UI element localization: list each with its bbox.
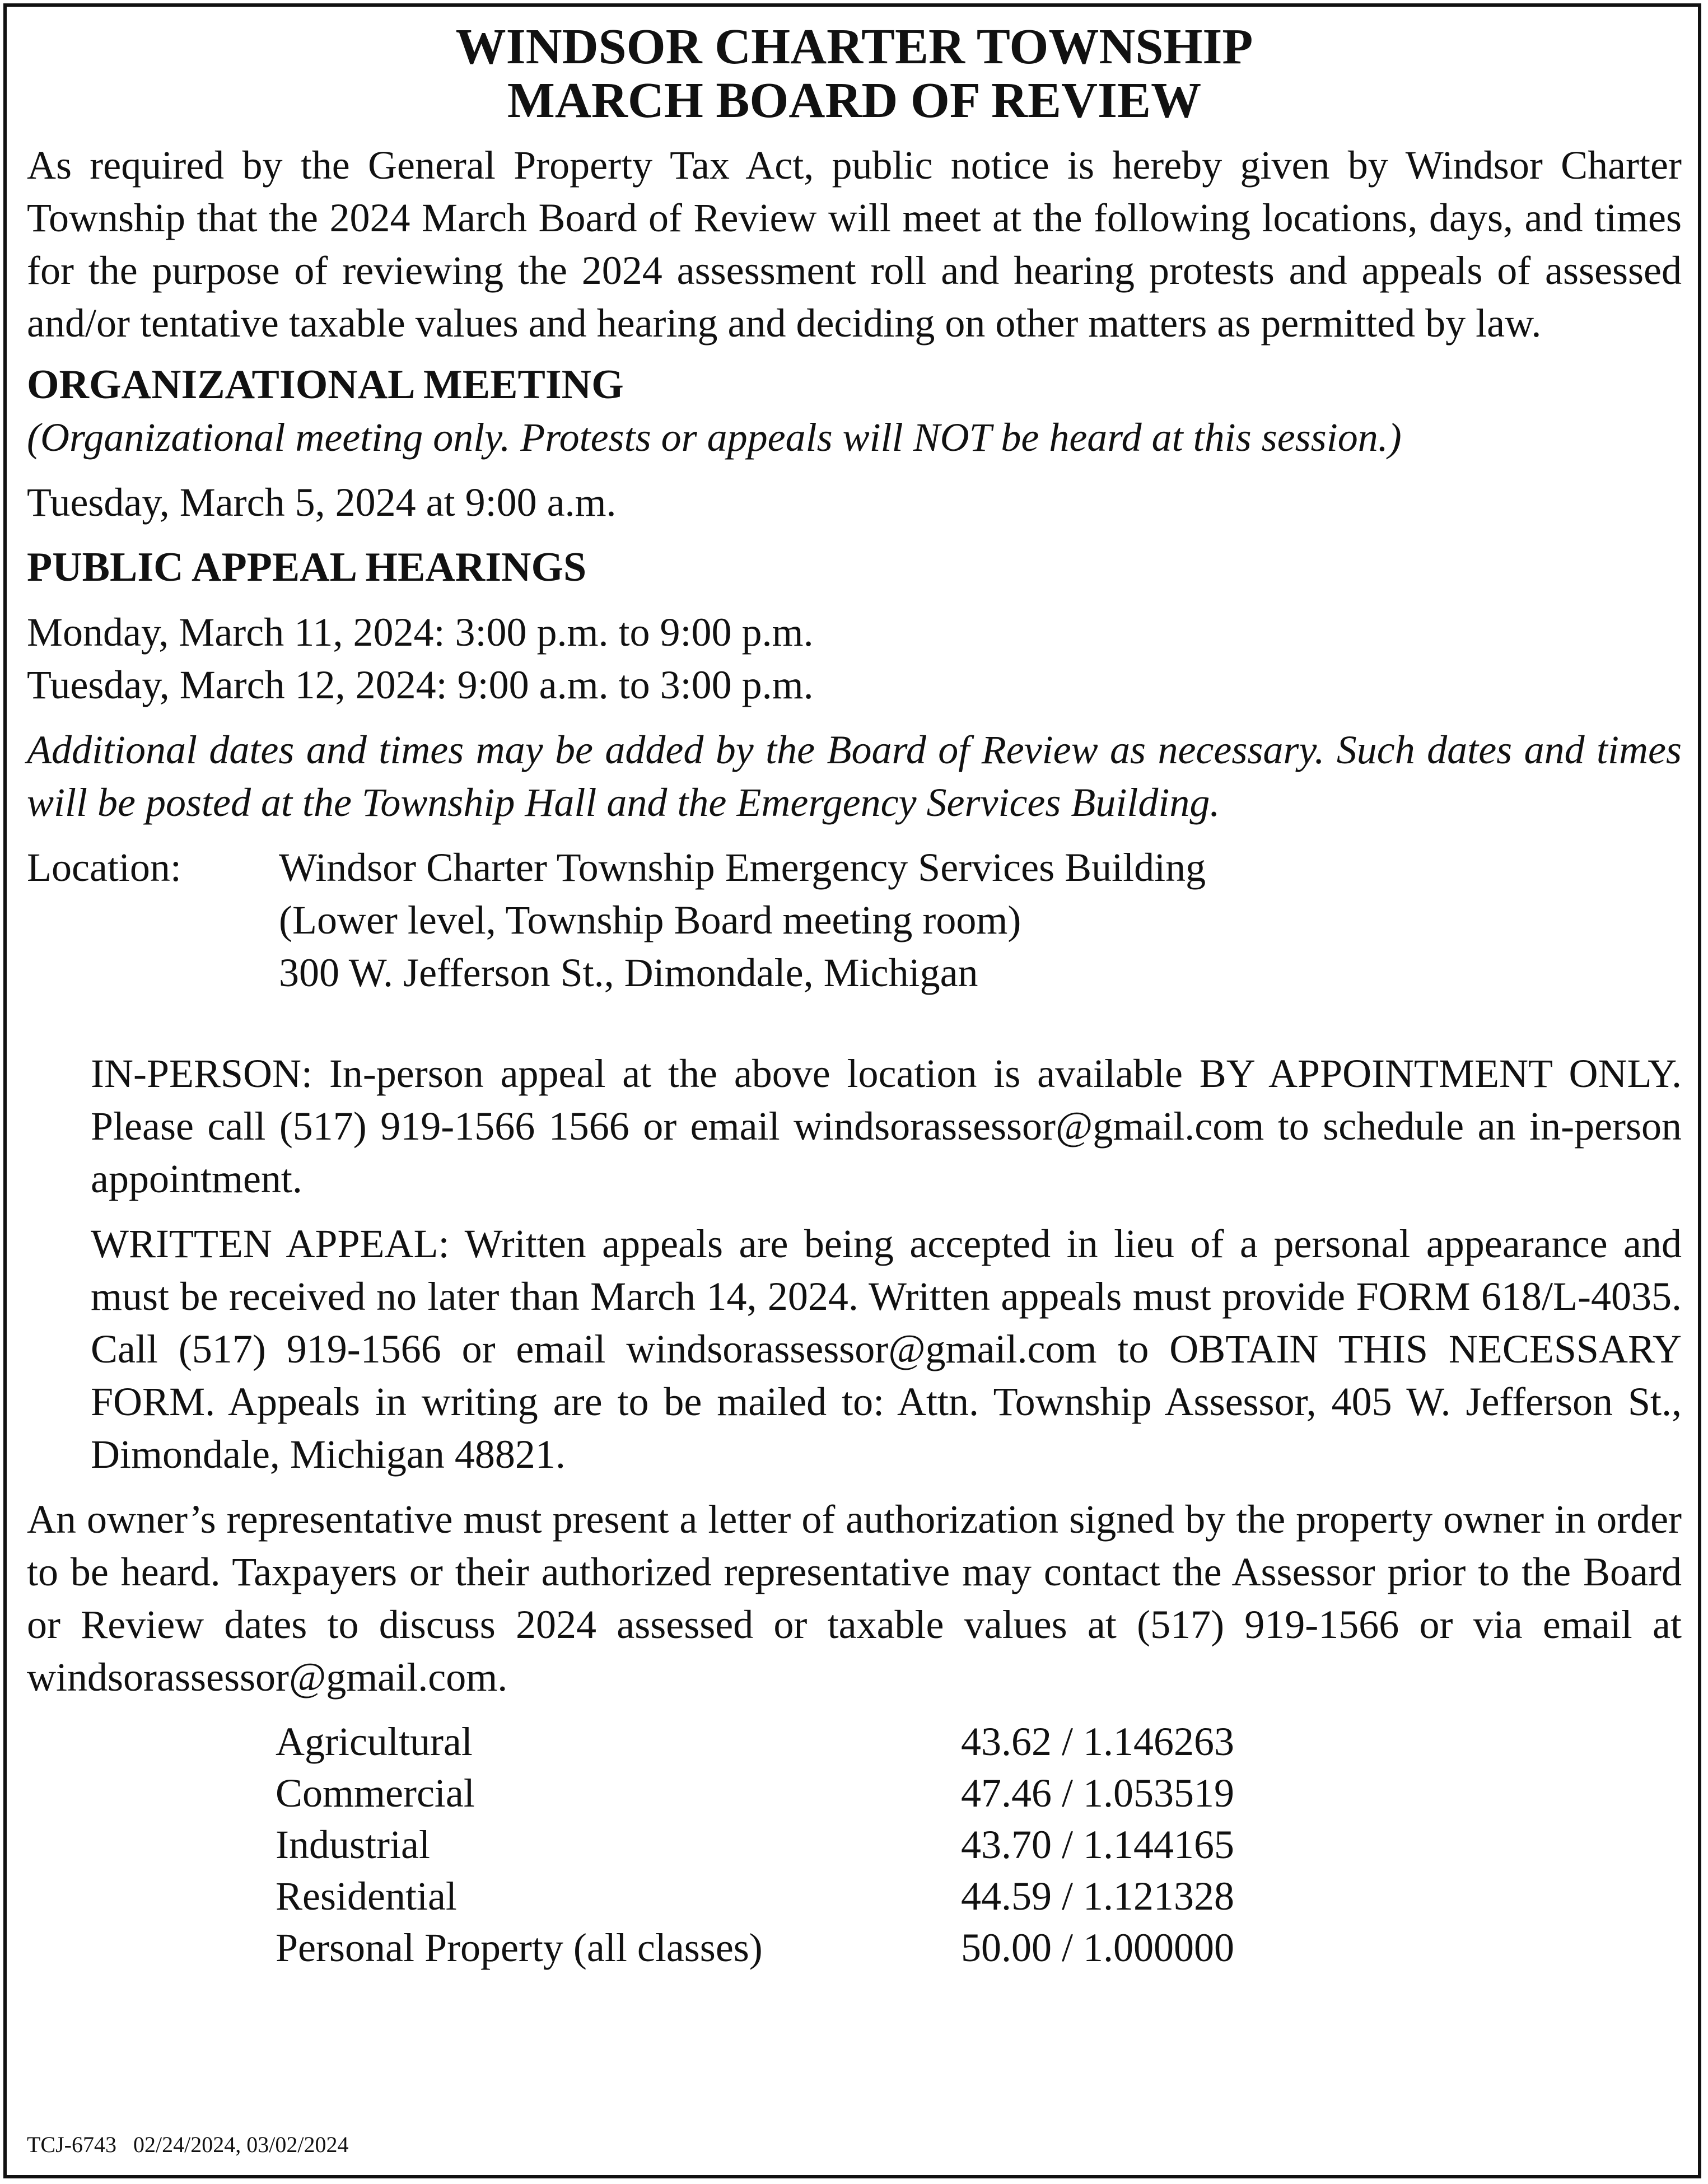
location-row [27, 841, 1682, 894]
ratio-class: Personal Property (all classes) [276, 1925, 763, 1970]
ratio-class: Agricultural [276, 1719, 473, 1764]
public-hearings-heading: PUBLIC APPEAL HEARINGS [27, 544, 587, 590]
notice-footer [27, 2132, 348, 2157]
organizational-datetime: Tuesday, March 5, 2024 at 9:00 a.m. [27, 480, 617, 525]
ratio-class: Residential [276, 1874, 457, 1919]
organizational-note: (Organizational meeting only. Protests or appeals will NOT be heard at this session.) [27, 415, 1402, 460]
ratio-row [276, 1870, 1312, 1922]
ratio-row [276, 1716, 1312, 1767]
ratio-table [276, 1716, 1312, 1973]
location-line-1: Windsor Charter Township Emergency Services Building [279, 845, 1206, 890]
location-label: Location: [27, 845, 181, 890]
additional-dates-note: Additional dates and times may be added by the Board of Review as necessary. Such dates and times will be posted at the Township Hall and the Emergency Services Building. [27, 727, 1682, 825]
ratio-class: Commercial [276, 1771, 475, 1816]
location-row-2 [27, 894, 1682, 946]
location-label-spacer [27, 946, 279, 999]
in-person-paragraph: IN-PERSON: In-person appeal at the above location is available BY APPOINTMENT ONLY. Please call (517) 919-1566 1566 or email windsorassessor@gmail.com to schedule an in-person appointment. [91, 1051, 1682, 1201]
hearing-session-2: Tuesday, March 12, 2024: 9:00 a.m. to 3:00 p.m. [27, 662, 814, 707]
location-label-spacer [27, 894, 279, 946]
ratio-row [276, 1767, 1312, 1819]
ratio-value: 47.46 / 1.053519 [961, 1771, 1235, 1816]
ratio-class: Industrial [276, 1822, 430, 1867]
written-appeal-paragraph: WRITTEN APPEAL: Written appeals are being accepted in lieu of a personal appearance and must be received no later than March 14, 2024. Written appeals must provide FORM 618/L-4035. Call (517) 919-1566 or email windsorassessor@gmail.com to OBTAIN THIS NECESSARY FORM. Appeals in writing are to be mailed to: Attn. Township Assessor, 405 W. Jefferson St., Dimondale, Michigan 48821. [91, 1221, 1682, 1477]
title-line-2: MARCH BOARD OF REVIEW [507, 73, 1202, 128]
title-line-1: WINDSOR CHARTER TOWNSHIP [455, 19, 1253, 74]
location-row-3 [27, 946, 1682, 999]
ratio-value: 50.00 / 1.000000 [961, 1925, 1235, 1970]
location-block [27, 841, 1682, 999]
ratio-value: 43.70 / 1.144165 [961, 1822, 1235, 1867]
representative-paragraph: An owner’s representative must present a letter of authorization signed by the property owner in order to be heard. Taxpayers or their authorized representative may contact the Assessor prior to the Board or Review dates to discuss 2024 assessed or taxable values at (517) 919-1566 or via email at windsorassessor@gmail.com. [27, 1497, 1682, 1700]
footer-dates: 02/24/2024, 03/02/2024 [133, 2132, 349, 2157]
organizational-heading: ORGANIZATIONAL MEETING [27, 362, 624, 408]
ratio-value: 44.59 / 1.121328 [961, 1874, 1235, 1919]
ratio-row [276, 1819, 1312, 1870]
ratio-row [276, 1922, 1312, 1973]
location-line-2: (Lower level, Township Board meeting room) [279, 898, 1021, 942]
ratio-value: 43.62 / 1.146263 [961, 1719, 1235, 1764]
notice-title [27, 20, 1682, 128]
hearing-session-1: Monday, March 11, 2024: 3:00 p.m. to 9:00 p.m. [27, 610, 814, 655]
location-line-3: 300 W. Jefferson St., Dimondale, Michigan [279, 950, 978, 995]
notice-content [27, 20, 1682, 1973]
intro-paragraph: As required by the General Property Tax Act, public notice is hereby given by Windsor Charter Township that the 2024 March Board of Review will meet at the following locations, days, and times for the purpose of reviewing the 2024 assessment roll and hearing protests and appeals of assessed and/or tentative taxable values and hearing and deciding on other matters as permitted by law. [27, 143, 1682, 346]
footer-code: TCJ-6743 [27, 2132, 116, 2157]
